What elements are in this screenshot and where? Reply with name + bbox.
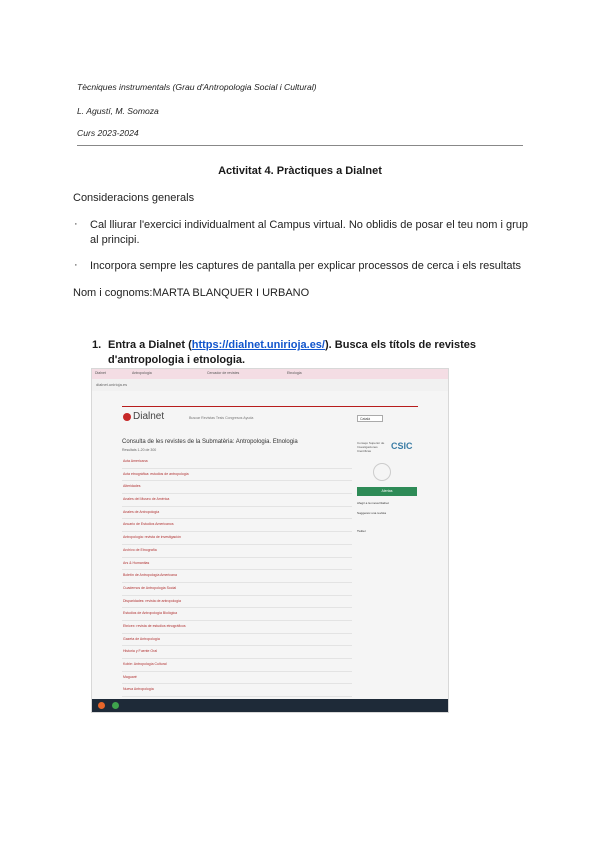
journal-row[interactable] xyxy=(122,558,352,571)
journal-row[interactable] xyxy=(122,634,352,647)
sidebar-link[interactable]: Suggereix una revista xyxy=(357,511,387,515)
journal-row[interactable] xyxy=(122,481,352,494)
journal-title[interactable]: Cuadernos de Antropología Social xyxy=(123,585,177,590)
browser-tab[interactable]: Etnologia xyxy=(287,371,302,375)
list-title: Consulta de les revistes de la Submatèria: Antropologia. Etnologia xyxy=(122,439,298,445)
dialnet-screenshot xyxy=(91,368,449,713)
journal-title[interactable]: Gazeta de Antropología xyxy=(123,636,160,641)
journal-title[interactable]: Alteridades xyxy=(123,484,141,489)
os-taskbar xyxy=(92,699,448,712)
journal-title[interactable]: Boletín de Antropología Americana xyxy=(123,573,177,578)
firefox-icon[interactable] xyxy=(98,702,105,709)
sidebar-link[interactable]: Afegir a la meva Dialnet xyxy=(357,501,389,505)
question-text xyxy=(108,338,508,368)
question-suffix: ). Busca els títols de revistes d'antropologia i etnologia. xyxy=(108,339,477,366)
journal-title[interactable]: Etnicex: revista de estudios etnográficos xyxy=(123,623,186,628)
journal-title[interactable]: Disparidades: revista de antropología xyxy=(123,598,181,603)
emblem-icon xyxy=(373,463,391,481)
bullet-text-2: Incorpora sempre les captures de pantalla per explicar processos de cerca i els resultats xyxy=(90,260,522,272)
question-number: 1. xyxy=(92,339,102,351)
browser-tab[interactable]: Antropologia xyxy=(132,371,152,375)
journal-list xyxy=(122,456,352,710)
journal-row[interactable] xyxy=(122,469,352,482)
bullet-text-1: Cal lliurar l'exercici individualment al Campus virtual. No oblidis de posar el teu nom i grup al principi. xyxy=(90,219,529,246)
browser-tab[interactable]: Cercador de revistes xyxy=(207,371,240,375)
journal-title[interactable]: Acta etnográfica: estudios de antropología xyxy=(123,471,189,476)
journal-row[interactable] xyxy=(122,608,352,621)
journal-title[interactable]: Antropologia: revista de investigación xyxy=(123,535,181,540)
journal-title[interactable]: Anales de Antropología xyxy=(123,509,160,514)
journal-row[interactable] xyxy=(122,621,352,634)
bullet-marker: · xyxy=(74,259,78,271)
url-text: dialnet.unirioja.es xyxy=(96,382,128,387)
section-heading: Consideracions generals xyxy=(73,192,195,204)
journal-row[interactable] xyxy=(122,545,352,558)
sidebar-link[interactable]: Twitter xyxy=(357,529,366,533)
list-subtitle: Resultats 1-20 de 300 xyxy=(122,448,157,452)
csic-caption: Consejo Superior de Investigaciones Científicas xyxy=(357,441,385,453)
journal-row[interactable] xyxy=(122,532,352,545)
authors-header: L. Agustí, M. Somoza xyxy=(77,106,159,116)
journal-title[interactable]: Archivo de Etnografía xyxy=(123,547,157,552)
question-prefix: Entra a Dialnet ( xyxy=(108,339,192,351)
journal-title[interactable]: Ars & Humanitas xyxy=(123,560,150,565)
alerts-button[interactable]: Alertas xyxy=(357,487,417,496)
dialnet-link[interactable]: https://dialnet.unirioja.es/ xyxy=(191,339,325,351)
sidebar xyxy=(357,441,417,581)
browser-tab[interactable]: Dialnet xyxy=(95,371,106,375)
journal-row[interactable] xyxy=(122,570,352,583)
journal-title[interactable]: Estudios de Antropología Biológica xyxy=(123,611,178,616)
journal-title[interactable]: Acta Americana xyxy=(123,459,148,463)
journal-row[interactable] xyxy=(122,684,352,697)
dialnet-logo-icon xyxy=(123,413,131,421)
year-header: Curs 2023-2024 xyxy=(77,128,139,138)
dialnet-logo[interactable]: Dialnet xyxy=(133,411,165,422)
app-icon[interactable] xyxy=(112,702,119,709)
journal-title[interactable]: Maguaré xyxy=(123,674,137,679)
journal-row[interactable] xyxy=(122,494,352,507)
dialnet-nav[interactable]: Buscar Revistas Tesis Congresos Ayuda xyxy=(189,416,254,420)
journal-row[interactable] xyxy=(122,672,352,685)
journal-row[interactable] xyxy=(122,456,352,469)
course-header: Tècniques instrumentals (Grau d'Antropologia Social i Cultural) xyxy=(77,82,317,92)
journal-row[interactable] xyxy=(122,596,352,609)
browser-tab-bar xyxy=(92,369,448,379)
journal-title[interactable]: Kobie: Antropología Cultural xyxy=(123,662,167,666)
journal-row[interactable] xyxy=(122,646,352,659)
journal-row[interactable] xyxy=(122,659,352,672)
dialnet-page xyxy=(92,391,448,699)
journal-title[interactable]: Anuario de Estudios Americanos xyxy=(123,522,174,527)
journal-title[interactable]: Nueva Antropología xyxy=(123,687,154,692)
journal-row[interactable] xyxy=(122,583,352,596)
journal-title[interactable]: Historia y Fuente Oral xyxy=(123,649,158,654)
journal-row[interactable] xyxy=(122,519,352,532)
csic-logo: CSIC xyxy=(391,441,413,451)
top-accent-line xyxy=(122,406,418,407)
page-title: Activitat 4. Pràctiques a Dialnet xyxy=(218,165,382,177)
language-select[interactable]: Català xyxy=(357,415,383,422)
journal-row[interactable] xyxy=(122,507,352,520)
bullet-marker: · xyxy=(74,218,78,230)
name-line: Nom i cognoms:MARTA BLANQUER I URBANO xyxy=(73,287,310,299)
journal-title[interactable]: Anales del Museo de América xyxy=(123,497,170,502)
header-divider xyxy=(77,145,523,146)
